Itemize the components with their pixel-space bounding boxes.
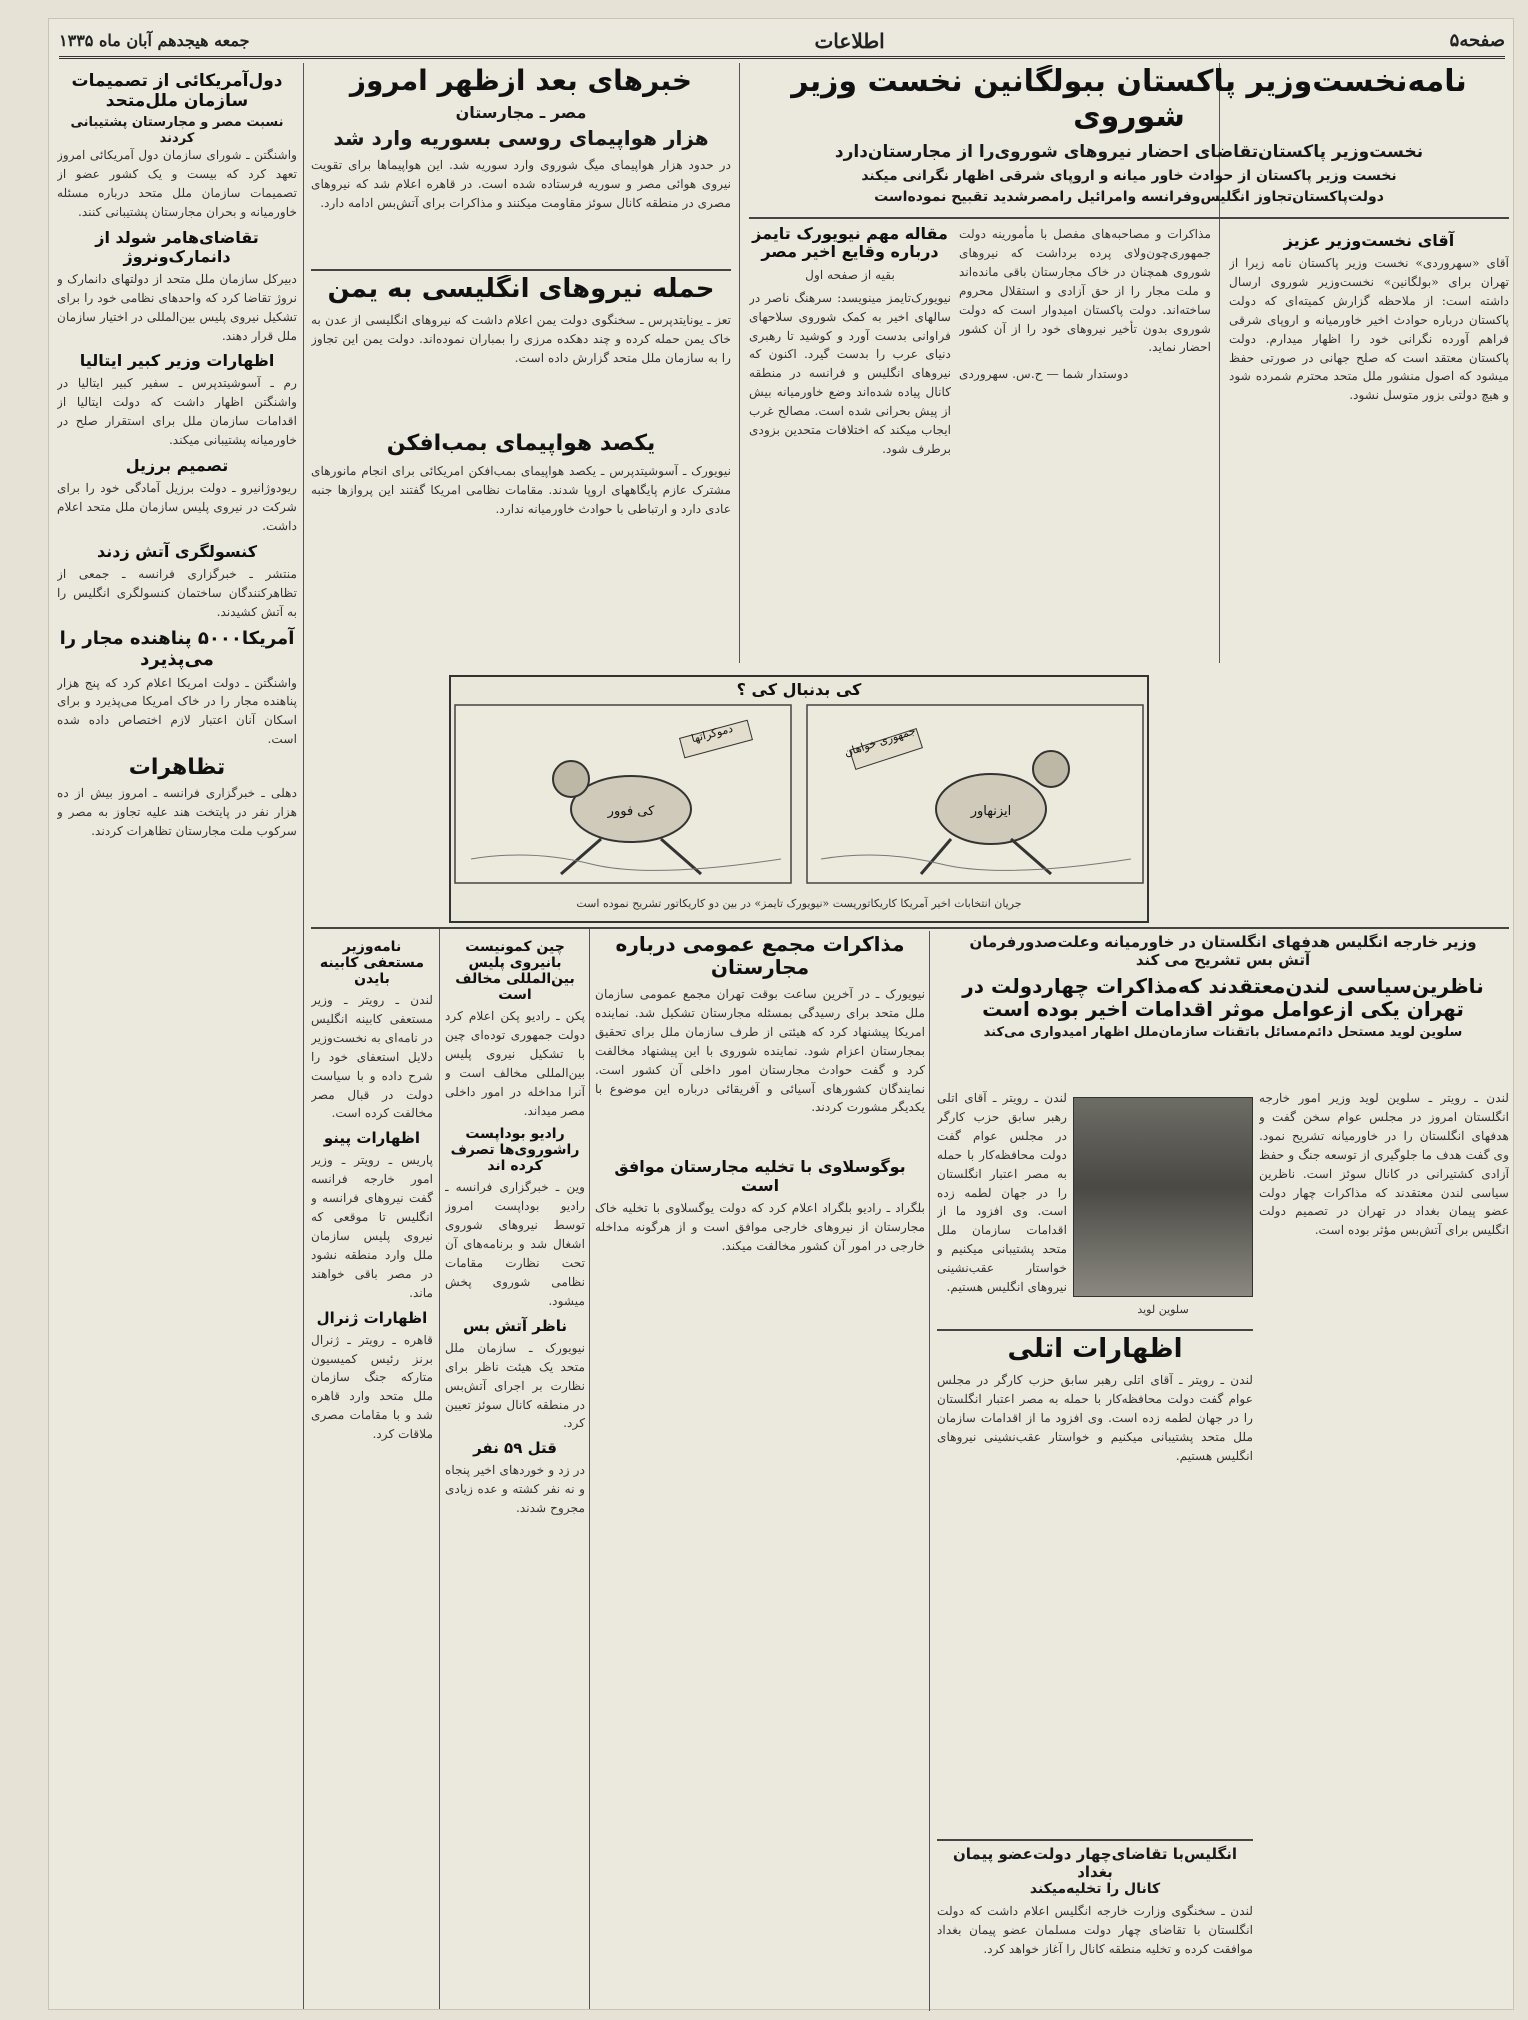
uk-foreign-headline-3: ناظرین‌سیاسی لندن‌معتقدند که‌مذاکرات چهاردولت در (962, 974, 1484, 998)
cartoon-label-right: ایزنهاور (970, 804, 1012, 820)
lead-signoff: دوستدار شما — ح‌.س‌. سهروردی (959, 367, 1129, 382)
analysis-text (937, 1089, 1067, 1329)
column-rule (739, 63, 740, 663)
uk-foreign-headline-4: تهران یکی ازعوامل موثر اقدامات اخیر بوده است (982, 997, 1464, 1021)
afternoon-sub-2: هزار هواپیمای روسی بسوریه وارد شد (333, 126, 709, 151)
paper-name: اطلاعات (814, 28, 885, 53)
yugoslavia-headline: بوگوسلاوی با تخلیه مجارستان موافق است (614, 1157, 906, 1196)
pinot-headline: اظهارات پینو (323, 1129, 421, 1148)
lead-subheadline: نخست‌وزیر پاکستان‌تقاضای احضار نیروهای شوروی‌را از مجارستان‌دارد (834, 142, 1424, 162)
left-column (57, 65, 297, 2005)
page-number: صفحه۵ (1449, 30, 1505, 51)
afternoon-body: در حدود هزار هواپیمای میگ شوروی وارد سوریه شد. این هواپیماها برای تقویت نیروی هوائی مصر و سوریه فرستاده شده است. در قاهره اعلام شد که نیروهای مصری در منطقه کانال سوئز مقاومت میکنند و مذاکرات برای آتش‌بس ادامه دارد. (311, 158, 731, 211)
lead-headline: نامه‌نخست‌وزیر پاکستان ببولگانین نخست وزیر شوروی (791, 65, 1467, 134)
demonstrations-body: دهلی ـ خبرگزاری فرانسه ـ امروز بیش از ده هزار نفر در پایتخت هند علیه تجاوز به مصر و سرکوب ملت مجارستان تظاهرات کردند. (57, 786, 297, 838)
column-rule (929, 931, 930, 2011)
hammarskjold-body: دبیرکل سازمان ملل متحد از دولتهای دانمارک و نروژ تقاضا کرد که واحدهای نظامی خود را برای تشکیل نیروی پلیس بین‌المللی در اختیار سازمان ملل قرار دهند. (57, 271, 297, 343)
masthead (59, 25, 1505, 59)
cartoon-caption: جریان انتخابات اخیر آمریکا کاریکاتوریست «نیویورک تایمز» در بین دو کاریکاتور تشریح نموده است (576, 897, 1022, 911)
china-police-headline: چین کمونیست بانیروی پلیس بین‌المللی مخالف است (455, 939, 575, 1003)
photo-caption-block (1073, 1301, 1253, 1321)
column-rule (589, 929, 590, 2009)
section-rule (311, 927, 1509, 929)
yemen-body: تعز ـ یونایتدپرس ـ سخنگوی دولت یمن اعلام داشت که نیروهای انگلیسی از عدن به خاک یمن حمله کرده و چند دهکده مرزی را بمباران نموده‌اند. دولت یمن این تجاوز را به سازمان ملل متحد گزارش داده است. (311, 312, 731, 365)
uk-request-body: لندن ـ سخنگوی وزارت خارجه انگلیس اعلام داشت که دولت انگلستان با تقاضای چهار دولت مسلمان عضو پیمان بغداد موافقت کرده و تخلیه منطقه کانال را آغاز خواهد کرد. (937, 1903, 1253, 1956)
lead-subheadline-3: دولت‌پاکستان‌تجاوز انگلیس‌وفرانسه وامرائیل رامصرشدید تقبیح نموده‌است (874, 189, 1384, 206)
lead-body-col1 (1229, 225, 1509, 663)
col-china (445, 933, 585, 2003)
selwyn-col (1259, 1089, 1509, 1999)
uk-foreign-headline-1: وزیر خارجه انگلیس هدفهای انگلستان در خاورمیانه وعلت‌صدورفرمان (969, 933, 1477, 951)
selwyn-body: لندن ـ رویتر ـ سلوین لوید وزیر امور خارجه انگلستان امروز در مجلس عوام سخن گفت و هدفهای انگلستان را در خاورمیانه تشریح نمود. وی گفت هدف ما جلوگیری از توسعه جنگ و حفظ آزادی کشتیرانی در کانال سوئز است. ناظرین سیاسی لندن معتقدند که مذاکرات چهار دولت عضو پیمان بغداد در تهران در تصمیم دولت انگلیس برای آتش‌بس مؤثر بوده است. (1259, 1091, 1509, 1238)
minister-resign-headline: نامه‌وزیر مستعفی کابینه بایدن (319, 939, 425, 987)
china-police-body: پکن ـ رادیو پکن اعلام کرد دولت جمهوری توده‌ای چین با تشکیل نیروی پلیس بین‌المللی مخالف است و آنرا مداخله در امور داخلی مصر میداند. (445, 1009, 585, 1118)
analysis-body: لندن ـ رویتر ـ آقای اتلی رهبر سابق حزب کارگر در مجلس عوام گفت دولت محافظه‌کار با حمله به مصر اعتبار انگلستان را در جهان لطمه زده است. وی افزود ما از اقدامات سازمان ملل متحد پشتیبانی میکنیم و خواستار عقب‌نشینی نیروهای انگلیس هستیم. (937, 1091, 1067, 1295)
cartoon-flag-right: جمهوری خواهان (842, 724, 918, 760)
refugees-body: واشنگتن ـ دولت امریکا اعلام کرد که پنج هزار پناهنده مجار را در خاک امریکا می‌پذیرد و برای اسکان آنان اعتبار لازم اختصاص داده شده است. (57, 675, 297, 747)
cartoon-flag-left: دموکراتها (689, 722, 735, 746)
consulate-headline: کنسولگری آتش زدند (97, 541, 257, 561)
lead-headline-block (749, 65, 1509, 215)
uk-request-headline: انگلیس‌با تقاضای‌چهار دولت‌عضو پیمان بغداد (952, 1845, 1237, 1881)
cartoon-title: کی بدنبال کی ؟ (736, 680, 862, 699)
un-assembly-story (595, 933, 925, 2003)
political-cartoon (449, 675, 1149, 923)
italy-ambassador-headline: اظهارات وزیر کبیر ایتالیا (79, 351, 275, 371)
column-rule (439, 929, 440, 2009)
yugoslavia-body: بلگراد ـ رادیو بلگراد اعلام کرد که دولت یوگسلاوی با تخلیه خاک مجارستان از نیروهای خارجی موافق است و از هرگونه مداخله خارجی در امور آن کشور مخالفت میکند. (595, 1201, 925, 1254)
minister-resign-body: لندن ـ رویتر ـ وزیر مستعفی کابینه انگلیس در نامه‌ای به نخست‌وزیر دلایل استعفای خود را شرح داده و با سیاست دولت در قبال مصر مخالفت کرده است. (311, 993, 433, 1121)
pinot-body: پاریس ـ رویتر ـ وزیر امور خارجه فرانسه گفت نیروهای فرانسه و انگلیس تا موقعی که نیروی پلیس سازمان ملل وارد منطقه نشود در مصر باقی خواهند ماند. (311, 1153, 433, 1300)
nyt-continued-note: بقیه از صفحه اول (805, 267, 895, 282)
radio-budapest-body: وین ـ خبرگزاری فرانسه ـ رادیو بوداپست امروز توسط نیروهای شوروی اشغال شد و برنامه‌های آن تحت نظارت مقامات نظامی شوروی پخش میشود. (445, 1180, 585, 1308)
col-minister (311, 933, 433, 2003)
nyt-article (749, 225, 951, 663)
demonstrations-headline: تظاهرات (128, 755, 226, 781)
photo-caption: سلوین لوید (1137, 1303, 1189, 1316)
radio-budapest-headline: رادیو بوداپست راشوروی‌ها تصرف کرده اند (450, 1126, 580, 1175)
yemen-headline: حمله نیروهای انگلیسی به یمن (327, 275, 715, 304)
attlee-headline: اظهارات اتلی (1007, 1335, 1183, 1364)
general-headline: اظهارات ژنرال (316, 1308, 428, 1327)
nyt-headline: مقاله مهم نیویورک تایمز درباره وقایع اخیر مصر (752, 225, 948, 262)
section-rule (749, 217, 1509, 219)
uk-request-sub: کانال را تخلیه‌میکند (1029, 1881, 1161, 1897)
column-rule (303, 63, 304, 2009)
lead-body-col2 (959, 225, 1211, 663)
uk-foreign-story (937, 933, 1509, 1083)
afternoon-sub: مصر ـ مجارستان (455, 103, 587, 123)
cartoon-drawing (451, 699, 1147, 889)
bomber-body: نیویورک ـ آسوشیتدپرس ـ یکصد هواپیمای بمب‌افکن امریکائی برای انجام مانورهای مشترک عازم پایگاههای اروپا شدند. مقامات نظامی امریکا گفتند این پروازها جنبه عادی دارد و ارتباطی با حوادث خاورمیانه ندارد. (311, 464, 731, 517)
general-body: قاهره ـ رویتر ـ ژنرال برنز رئیس کمیسیون متارکه جنگ سازمان ملل متحد وارد قاهره شد و با مقامات مصری ملاقات کرد. (311, 1332, 433, 1442)
us-states-sub: نسبت مصر و مجارستان پشتیبانی کردند (70, 115, 284, 146)
yemen-story (311, 275, 731, 425)
un-assembly-headline: مذاکرات مجمع عمومی درباره مجارستان (615, 933, 905, 979)
cartoon-label-left: کی فوور (607, 804, 655, 820)
brazil-body: ریودوژانیرو ـ دولت برزیل آمادگی خود را برای شرکت در نیروی پلیس سازمان ملل متحد اعلام داشت. (57, 481, 297, 533)
attlee-story (937, 1335, 1253, 1695)
afternoon-headline: خبرهای بعد ازظهر امروز (349, 65, 693, 97)
refugees-headline: آمریکا۵۰۰۰ پناهنده مجار را می‌پذیرد (59, 627, 295, 670)
italy-ambassador-body: رم ـ آسوشیتدپرس ـ سفیر کبیر ایتالیا در واشنگتن اظهار داشت که دولت ایتالیا از اقدامات سازمان ملل برای استقرار صلح در خاورمیانه پشتیبانی میکند. (57, 376, 297, 448)
killed-headline: قتل ۵۹ نفر (473, 1439, 557, 1458)
us-states-body: واشنگتن ـ شورای سازمان دول آمریکائی امروز تعهد کرد که بیست و یک کشور عضو از تصمیمات سازمان ملل متحد درباره مسئله خاورمیانه و بحران مجارستان پشتیبانی کنند. (57, 148, 297, 219)
un-assembly-body: نیویورک ـ در آخرین ساعت بوقت تهران مجمع عمومی سازمان ملل متحد برای رسیدگی بمسئله مجارستان تشکیل شد. نماینده امریکا پیشنهاد کرد که هیئتی از طرف سازمان ملل برای تحقیق بمجارستان اعزام شود. نماینده شوروی با این پیشنهاد مخالفت کرد و گفت حوادث مجارستان امور داخلی آن کشور است. نمایندگان کشورهای آسیائی و آفریقائی درباره این موضوع با یکدیگر مشورت کردند. (595, 987, 925, 1115)
ceasefire-headline: ناظر آتش بس (463, 1316, 567, 1335)
lead-body-text-2: مذاکرات و مصاحبه‌های مفصل با مأمورینه دولت جمهوری‌چون‌ولای پرده برداشت که نیروهای شوروی همچنان در خاک مجارستان باقی مانده‌اند و ملت مجار را از حق آزادی و استقلال محروم ساخته‌اند. دولت پاکستان امیدوار است که دولت شوروی بدون تأخیر نیروهای خود را از آن کشور احضار نماید. (959, 227, 1211, 355)
uk-request-story (937, 1845, 1253, 2005)
uk-foreign-sub: سلوین لوید مستحل‌ دائم‌مسائل‌ باتقنات‌ سازمان‌ملل‌ اظهار امیدواری‌ می‌کند (983, 1025, 1463, 1040)
selwyn-photo (1073, 1097, 1253, 1297)
nyt-body: نیویورک‌تایمز مینویسد: سرهنگ ناصر در سالهای اخیر به کمک شوروی سلاحهای فراوانی بدست آورد و کوشید تا رهبری دنیای عرب را بدست گیرد. اکنون که نیروهای انگلیس و فرانسه در منطقه کانال پیاده شده‌اند وضع خاورمیانه بیش از پیش بحرانی شده است. مصالح غرب ایجاب میکند که اختلافات متحدین بزودی برطرف شود. (749, 290, 951, 456)
lead-salutation: آقای نخست‌وزیر عزیز (1283, 231, 1455, 250)
issue-date: جمعه هیجدهم آبان ماه ۱۳۳۵ (59, 31, 250, 50)
uk-foreign-headline-2: آتش بس تشریح می کند (1135, 951, 1311, 969)
section-rule (937, 1329, 1253, 1331)
hammarskjold-headline: تقاضای‌هامر شولد از دانمارک‌ونروژ (95, 227, 259, 266)
section-rule (311, 269, 731, 271)
section-rule (937, 1839, 1253, 1841)
newspaper-page (48, 18, 1514, 2010)
consulate-body: منتشر ـ خبرگزاری فرانسه ـ جمعی از تظاهرکنندگان ساختمان کنسولگری انگلیس را به آتش کشیدند. (57, 566, 297, 619)
killed-body: در زد و خوردهای اخیر پنجاه و نه نفر کشته و عده زیادی مجروح شدند. (445, 1463, 585, 1516)
us-states-headline: دول‌آمریکائی از تصمیمات سازمان ملل‌متحد (71, 71, 283, 111)
afternoon-news (311, 65, 731, 265)
ceasefire-body: نیویورک ـ سازمان ملل متحد یک هیئت ناظر برای نظارت بر اجرای آتش‌بس در منطقه کانال سوئز تعیین کرد. (445, 1340, 585, 1431)
bomber-headline: یکصد هواپیمای بمب‌افکن (386, 431, 656, 456)
attlee-body: لندن ـ رویتر ـ آقای اتلی رهبر سابق حزب کارگر در مجلس عوام گفت دولت محافظه‌کار با حمله به مصر اعتبار انگلستان را در جهان لطمه زده است. وی افزود ما از اقدامات سازمان ملل متحد پشتیبانی میکنیم و خواستار عقب‌نشینی نیروهای انگلیس هستیم. (937, 1372, 1253, 1463)
lead-body-text: آقای «سهروردی» نخست وزیر پاکستان نامه زیرا از تهران برای «بولگانین» نخست‌وزیر شوروی ارسال داشته است: از ملاحظه گزارش کمیته‌ای که دولت پاکستان درباره حوادث اخیر خاورمیانه و اروپای شرقی فراهم آورده نگرانی خود را اظهار میدارم. دولت پاکستان معتقد است که صلح جهانی در صورتی حفظ میشود که اصول منشور ملل متحد محترم شمرده شود و هیچ دولتی بزور متوسل نشود. (1229, 256, 1509, 403)
brazil-headline: تصمیم برزیل (125, 456, 229, 476)
bomber-story (311, 431, 731, 663)
lead-subheadline-2: نخست وزیر پاکستان از حوادث خاور میانه و اروپای شرقی اظهار نگرانی میکند (861, 168, 1397, 185)
